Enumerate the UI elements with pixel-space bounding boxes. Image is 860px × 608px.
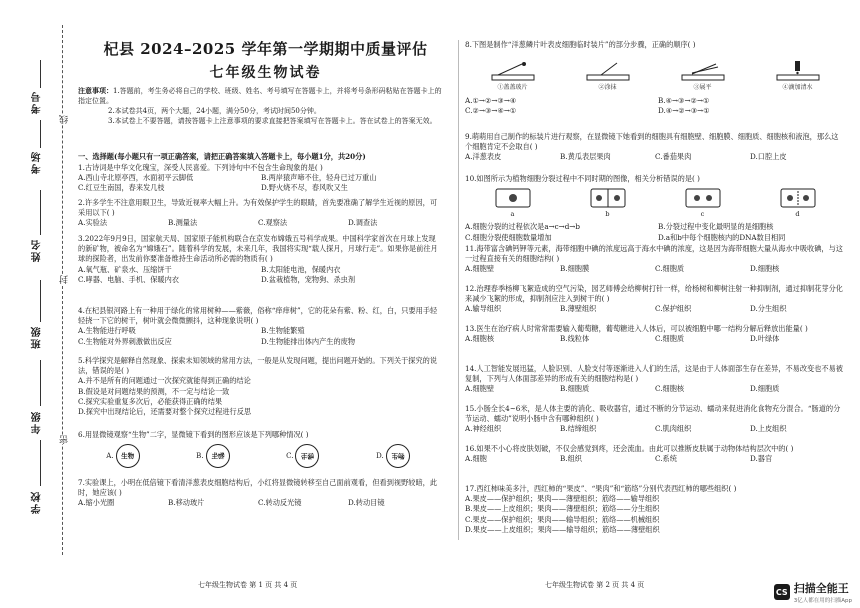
- cut-line: [62, 25, 63, 555]
- slide-steps-figure: [465, 53, 845, 93]
- cell-stage-b-icon: [589, 187, 627, 209]
- scanner-watermark: [774, 580, 852, 604]
- option-d: D.器官: [750, 454, 773, 464]
- question-14: [465, 364, 845, 395]
- option-a: A.细胞分裂的过程依次是a→c→d→b: [465, 222, 580, 232]
- option-a: A.西山寺北原亭西，水面初平云脚低: [78, 173, 194, 183]
- option-d: D.a和b中每个细胞核内的DNA数目相同: [658, 232, 786, 242]
- option-c: C.果皮——保护组织；果肉——输导组织；筋络——机械组织: [465, 514, 660, 524]
- step-label: ②涂抹: [598, 84, 617, 91]
- step-label: ③展平: [693, 84, 712, 91]
- stage-label: a: [510, 210, 515, 219]
- question-7: [78, 478, 438, 509]
- column-divider: [458, 40, 459, 540]
- margin-blank: [40, 120, 41, 148]
- option-a: A.生物能进行呼吸: [78, 326, 136, 336]
- option-a: A.神经组织: [465, 424, 502, 434]
- option-a: A.细胞壁: [465, 264, 495, 274]
- option-a: A.输导组织: [465, 304, 502, 314]
- cell-division-figure: [465, 187, 845, 219]
- section-heading: 一、选择题(每小题只有一项正确答案，请把正确答案填入答题卡上，每小题1分，共20分): [78, 152, 366, 161]
- option-a: A.①→②→③→④: [465, 96, 517, 106]
- question-11: [465, 244, 845, 275]
- option-d: D.细胞质: [750, 384, 780, 394]
- option-a: A.氧气瓶、矿泉水、压缩饼干: [78, 264, 172, 274]
- exam-notes: [78, 86, 443, 126]
- margin-field-exam-no: 考号: [32, 90, 43, 114]
- option-a: A.细胞壁: [465, 384, 495, 394]
- question-stem: 16.如果不小心将皮肤划破，不仅会感觉到疼，还会流血。由此可以推断皮肤属于动物体结构层次中的( ): [465, 444, 794, 453]
- option-b: B.薄壁组织: [560, 304, 597, 314]
- scanner-name: 扫描全能王: [793, 582, 849, 595]
- margin-field-class: 班级: [32, 325, 43, 349]
- question-16: [465, 444, 845, 464]
- option-c: C.系统: [655, 454, 677, 464]
- margin-field-name: 姓名: [32, 238, 43, 262]
- question-stem: 4.在杞县银河路上有一种用于绿化的常用树种——紫薇，俗称“痒痒树”，它的花朵有紫、粉、红，白，只要用手轻轻挠一下它的树干，树叶就会微微颤抖，这种现象说明( ): [78, 306, 438, 326]
- question-stem: 7.实验课上，小明在低倍镜下看清洋葱表皮细胞结构后，小红将显微镜转移至自己面前观看，但看到视野较暗，此时，她应该( ): [78, 478, 438, 498]
- option-b: B.细胞质: [560, 384, 590, 394]
- notes-item: 3.本试卷上不要答题，请按答题卡上注意事项的要求直接把答案填写在答题卡上。答在试卷上的答案无效。: [108, 117, 437, 125]
- option-a: A.果皮——保护组织；果肉——薄壁组织；筋络——输导组织: [465, 494, 660, 504]
- question-stem: 1.古诗词是中华文化瑰宝，深受人民喜爱。下列诗句中不包含生命现象的是( ): [78, 163, 323, 172]
- question-1: [78, 163, 438, 194]
- option-d: D.转动目镜: [348, 498, 385, 508]
- option-c: C.观察法: [258, 218, 288, 228]
- option-b: B.两岸猿声啼不住，轻舟已过万重山: [261, 173, 377, 183]
- question-5: [78, 356, 438, 417]
- option-d: D.④→②→③→①: [658, 106, 710, 116]
- cut-mark-secret: 密: [60, 435, 70, 444]
- option-c: C.哮器、电脑、手机、保暖内衣: [78, 274, 179, 284]
- option-d: D.分生组织: [750, 304, 787, 314]
- question-stem: 2.许多学生不注意用眼卫生，导致近视率大幅上升。为有效保护学生的眼睛，首先要准确了解学生近视的原因，可采用以下( ): [78, 198, 438, 218]
- question-stem: 14.人工智能发展迅猛，人脸识别、人脸支付等逐渐进入人们的生活，这是由于人体面部生存在差异，不易改变也不易被复制，下列与人体面部差异的形成有关的细胞结构是( ): [465, 364, 843, 384]
- step-cover: [488, 61, 538, 93]
- option-c: C.细胞分裂使细胞数量增加: [465, 232, 552, 242]
- option-c: C.转动反光镜: [258, 498, 302, 508]
- option-c: C.细胞质: [655, 264, 685, 274]
- option-b: B.果皮——上皮组织；果肉——薄壁组织；筋络——分生组织: [465, 504, 660, 514]
- step-flatten: [678, 61, 728, 93]
- notes-item: 1.答题前，考生务必将自己的学校、班级、姓名、考号填写在答题卡上，并将考号条形码粘贴在答题卡上的指定位置。: [78, 87, 442, 105]
- question-12: [465, 284, 845, 315]
- option-letter: A.: [106, 452, 114, 461]
- option-a: [106, 444, 139, 468]
- option-letter: C.: [286, 452, 294, 461]
- option-d: [376, 444, 410, 468]
- cell-stage-b: [589, 187, 627, 219]
- notes-item: 2.本试卷共4页，两个大题，24小题，满分50分，考试时间50分钟。: [108, 107, 321, 115]
- option-b: [196, 444, 229, 468]
- option-d: D.果皮——上皮组织；果肉——输导组织；筋络——薄壁组织: [465, 524, 660, 534]
- cut-mark-seal: 封: [60, 275, 70, 284]
- margin-blank: [40, 190, 41, 235]
- option-letter: D.: [376, 452, 384, 461]
- cell-stage-d: [779, 187, 817, 219]
- stage-label: d: [795, 210, 800, 219]
- option-d: D.盆栽植物，宠物狗、杀虫剂: [261, 274, 356, 284]
- option-b: B.太阳能电池，保暖内衣: [261, 264, 341, 274]
- cell-stage-a-icon: [494, 187, 532, 209]
- option-c: C.肌肉组织: [655, 424, 692, 434]
- notes-lead: 注意事项：: [78, 86, 113, 95]
- option-b: B.测量法: [168, 218, 198, 228]
- coverslip-icon: [488, 61, 538, 83]
- option-b: B.组织: [560, 454, 582, 464]
- question-6: [78, 430, 438, 468]
- circle-figure: 物生: [206, 444, 230, 468]
- option-b: B.分裂过程中变化最明显的是细胞核: [658, 222, 774, 232]
- option-b: B.④→③→②→①: [658, 96, 710, 106]
- question-stem: 5.科学探究是解释自然现象、探索未知领域的常用方法，一般是从发现问题，提出问题开始的。下列关于探究的说法，错误的是( ): [78, 356, 438, 376]
- question-stem: 12.治理春季杨柳飞絮造成的空气污染，园艺师傅会给柳树打针一样，给杨树和柳树注射一种抑制剂，通过抑制花芽分化来减少飞絮的形成，抑制剂应注入到树干的( ): [465, 284, 843, 304]
- margin-blank: [40, 440, 41, 486]
- option-b: B.结缔组织: [560, 424, 597, 434]
- cut-mark-line: 线: [60, 115, 70, 124]
- option-d: D.探究中出现结论后，还需要对整个探究过程进行反思: [78, 407, 252, 417]
- exam-title: 杞县 2024–2025 学年第一学期期中质量评估: [103, 40, 428, 58]
- margin-field-grade: 年级: [32, 410, 43, 434]
- option-c: C.保护组织: [655, 304, 692, 314]
- circle-figure: 生物: [295, 444, 319, 468]
- step-label: ①盖盖玻片: [497, 84, 528, 91]
- circle-figure: 生物: [116, 444, 140, 468]
- scanner-logo-icon: CS: [774, 584, 790, 600]
- option-d: D.叶绿体: [750, 334, 780, 344]
- option-c: C.细胞核: [655, 384, 685, 394]
- option-d: D.生物能排出体内产生的废物: [261, 336, 356, 346]
- stage-label: c: [700, 210, 705, 219]
- step-smear: [583, 61, 633, 93]
- question-17: [465, 484, 845, 535]
- question-stem: 13.医生在治疗病人时常常需要输入葡萄糖，葡萄糖进入人体后，可以被细胞中哪一结构分解后释放出能量( ): [465, 324, 808, 333]
- option-a: A.细胞核: [465, 334, 495, 344]
- question-3: [78, 234, 438, 285]
- option-d: D.调查法: [348, 218, 378, 228]
- option-c: C.生物能对外界刺激做出反应: [78, 336, 172, 346]
- option-c: C.红豆生南国，春来发几枝: [78, 183, 165, 193]
- option-a: A.缩小光圈: [78, 498, 115, 508]
- margin-blank: [40, 280, 41, 322]
- option-c: C.②→③→④→①: [465, 106, 517, 116]
- option-d: D.野火烧不尽，春风吹又生: [261, 183, 348, 193]
- option-d: D.细胞核: [750, 264, 780, 274]
- option-a: A.细胞: [465, 454, 487, 464]
- cell-stage-c-icon: [684, 187, 722, 209]
- option-b: B.移动玻片: [168, 498, 205, 508]
- margin-field-school: 学校: [32, 490, 43, 514]
- step-label: ④滴加清水: [782, 84, 813, 91]
- margin-blank: [40, 360, 41, 406]
- option-a: A.实验法: [78, 218, 108, 228]
- circle-figure: 物生: [386, 444, 410, 468]
- option-c: C.探究实验重复多次后，必能获得正确的结果: [78, 396, 223, 406]
- question-stem: 3.2022年9月9日，国家航天局、国家原子能机构联合在京发布嫦娥五号科学成果。中国科学家首次在月球上发现的新矿物，被命名为“嫦娥石”。随着科学的发展，未来几年，我国将实现“载人探月，月球行走”。如果你是前往月球的探险者，出发前你要准备维持生命活动所必需的物质有( ): [78, 234, 438, 264]
- question-stem: 6.用显微镜观察“生物”二字，显微镜下看到的图形应该是下列哪种情况( ): [78, 430, 309, 439]
- dropper-icon: [773, 61, 823, 83]
- question-10: [465, 174, 845, 243]
- scanner-tagline: 3亿人都在用的扫描App: [793, 598, 852, 604]
- question-stem: 9.萌萌用自己制作的标装片进行观察，在显微镜下她看到的细胞具有细胞壁、细胞膜、细胞质、细胞核和液泡，那么这个细胞肯定不会取自( ): [465, 132, 839, 152]
- question-15: [465, 404, 845, 435]
- option-b: B.细胞膜: [560, 264, 590, 274]
- cell-stage-d-icon: [779, 187, 817, 209]
- question-stem: 11.海带富含碘钙钾等元素，海带细胞中碘的浓度远高于海水中碘的浓度，这是因为海带细胞大量从海水中吸收碘，与这一过程直接有关的细胞结构( ): [465, 244, 843, 264]
- question-13: [465, 324, 845, 344]
- option-b: B.假设是对问题结果的预测，不一定与结论一致: [78, 386, 230, 396]
- cell-stage-a: [494, 187, 532, 219]
- step-drop-water: [773, 61, 823, 93]
- question-stem: 10.如图所示为植物细胞分裂过程中不同时期的图像，相关分析错误的是( ): [465, 174, 700, 183]
- option-b: B.生物能繁殖: [261, 326, 305, 336]
- question-4: [78, 306, 438, 347]
- option-b: B.线粒体: [560, 334, 590, 344]
- option-a: A.并不是所有的问题通过一次探究就能得到正确的结论: [78, 376, 251, 386]
- exam-subtitle: 七年级生物试卷: [209, 65, 322, 81]
- binding-margin: [0, 0, 70, 608]
- option-d: D.口腔上皮: [750, 152, 787, 162]
- question-9: [465, 132, 845, 163]
- option-d: D.上皮组织: [750, 424, 787, 434]
- option-letter: B.: [196, 452, 204, 461]
- question-2: [78, 198, 438, 229]
- smear-icon: [583, 61, 633, 83]
- page-footer: 七年级生物试卷 第 2 页 共 4 页: [545, 581, 645, 589]
- option-c: C.番茄果肉: [655, 152, 692, 162]
- option-b: B.黄瓜表层果肉: [560, 152, 611, 162]
- option-c: [286, 444, 319, 468]
- page-footer: 七年级生物试卷 第 1 页 共 4 页: [198, 581, 298, 589]
- question-stem: 17.西红柿味美多汁，西红柿的“果皮”、“果肉”和“筋络”分别代表西红柿的哪些组织( ): [465, 484, 737, 493]
- question-stem: 15.小肠全长4~6米，是人体主要的消化、吸收器官，通过不断的分节运动、蠕动来促进消化食物充分混合。“肠道的分节运动、蠕动”说明小肠中含有哪种组织( ): [465, 404, 841, 424]
- stage-label: b: [605, 210, 610, 219]
- question-stem: 8.下图是制作“洋葱鳞片叶表皮细胞临时装片”的部分步骤，正确的顺序( ): [465, 40, 696, 49]
- margin-field-exam-room: 考场: [32, 150, 43, 174]
- question-8: [465, 40, 845, 117]
- margin-blank: [40, 60, 41, 88]
- option-c: C.细胞质: [655, 334, 685, 344]
- option-a: A.洋葱表皮: [465, 152, 502, 162]
- cell-stage-c: [684, 187, 722, 219]
- tweezers-icon: [678, 61, 728, 83]
